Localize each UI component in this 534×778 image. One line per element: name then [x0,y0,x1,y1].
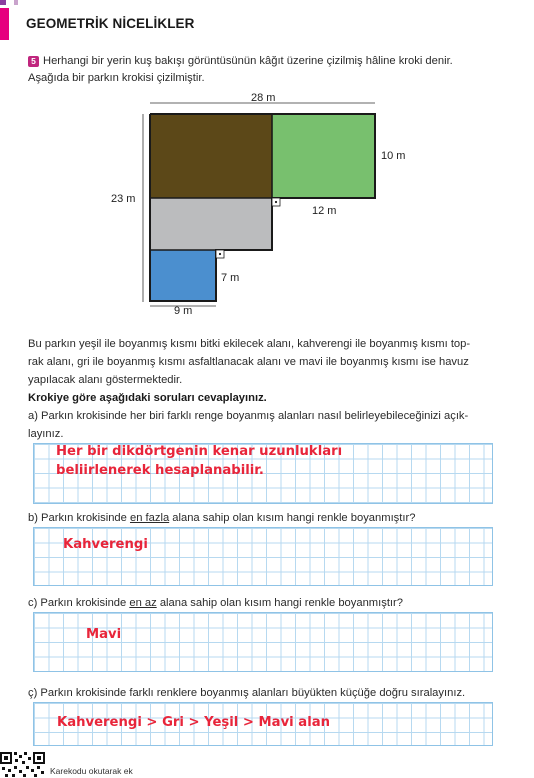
dimension-label-inner: 7 m [221,272,240,284]
intro-line-1 [28,53,453,70]
question-number-badge: 5 [28,56,39,67]
description-line-2: rak alanı, gri ile boyanmış kısmı asfaltlanacak alanı ve mavi ile boyanmış kısmı ise havuz [28,356,469,368]
question-a-line-2: layınız. [28,428,64,440]
question-d: ç) Parkın krokisinde farklı renklere boyanmış alanları büyükten küçüğe doğru sıralayınız. [28,687,466,699]
question-c [28,595,403,612]
description-line-1: Bu parkın yeşil ile boyanmış kısmı bitki ekilecek alanı, kahverengi ile boyanmış kısmı top- [28,338,471,350]
answer-c: Mavi [86,627,122,642]
question-b-pre: b) Parkın krokisinde [28,512,130,524]
dimension-label-right: 10 m [381,150,406,162]
question-b [28,510,415,527]
header-accent-lilac [14,0,18,5]
blue-area [150,250,216,301]
question-a-line-1: a) Parkın krokisinde her biri farklı renge boyanmış alanları nasıl belirleyebileceğinizi açık- [28,410,469,422]
intro-text-1: Herhangi bir yerin kuş bakışı görüntüsünün kâğıt üzerine çizilmiş hâline kroki denir. [43,55,453,67]
gray-area [150,198,272,250]
qr-code-icon[interactable] [0,747,46,778]
answer-d: Kahverengi > Gri > Yeşil > Mavi alan [57,715,330,730]
answer-b: Kahverengi [63,537,148,552]
page-title: GEOMETRİK NİCELİKLER [26,16,195,31]
answer-a-line-1: Her bir dikdörtgenin kenar uzunlukları [56,444,343,459]
header-accent-pink [0,8,9,40]
question-c-post: alana sahip olan kısım hangi renkle boyanmıştır? [156,597,403,609]
header-accent-purple [0,0,6,5]
dimension-label-left: 23 m [111,193,136,205]
park-sketch-figure [100,88,430,320]
green-area [272,114,375,198]
answer-a-line-2: beliirlenerek hesaplanabilir. [56,463,264,478]
question-c-pre: c) Parkın krokisinde [28,597,130,609]
question-c-emphasis: en az [129,597,157,609]
brown-area [150,114,272,198]
question-b-post: alana sahip olan kısım hangi renkle boyanmıştır? [169,512,416,524]
instruction-text: Krokiye göre aşağıdaki soruları cevaplayınız. [28,392,267,404]
dimension-label-middle: 12 m [312,205,337,217]
dimension-label-top: 28 m [251,92,276,104]
question-b-emphasis: en fazla [129,512,170,524]
description-line-3: yapılacak alanı göstermektedir. [28,374,183,386]
footer-text: Karekodu okutarak ek [50,766,133,776]
intro-line-2: Aşağıda bir parkın krokisi çizilmiştir. [28,72,205,84]
dimension-label-bottom: 9 m [174,305,193,317]
